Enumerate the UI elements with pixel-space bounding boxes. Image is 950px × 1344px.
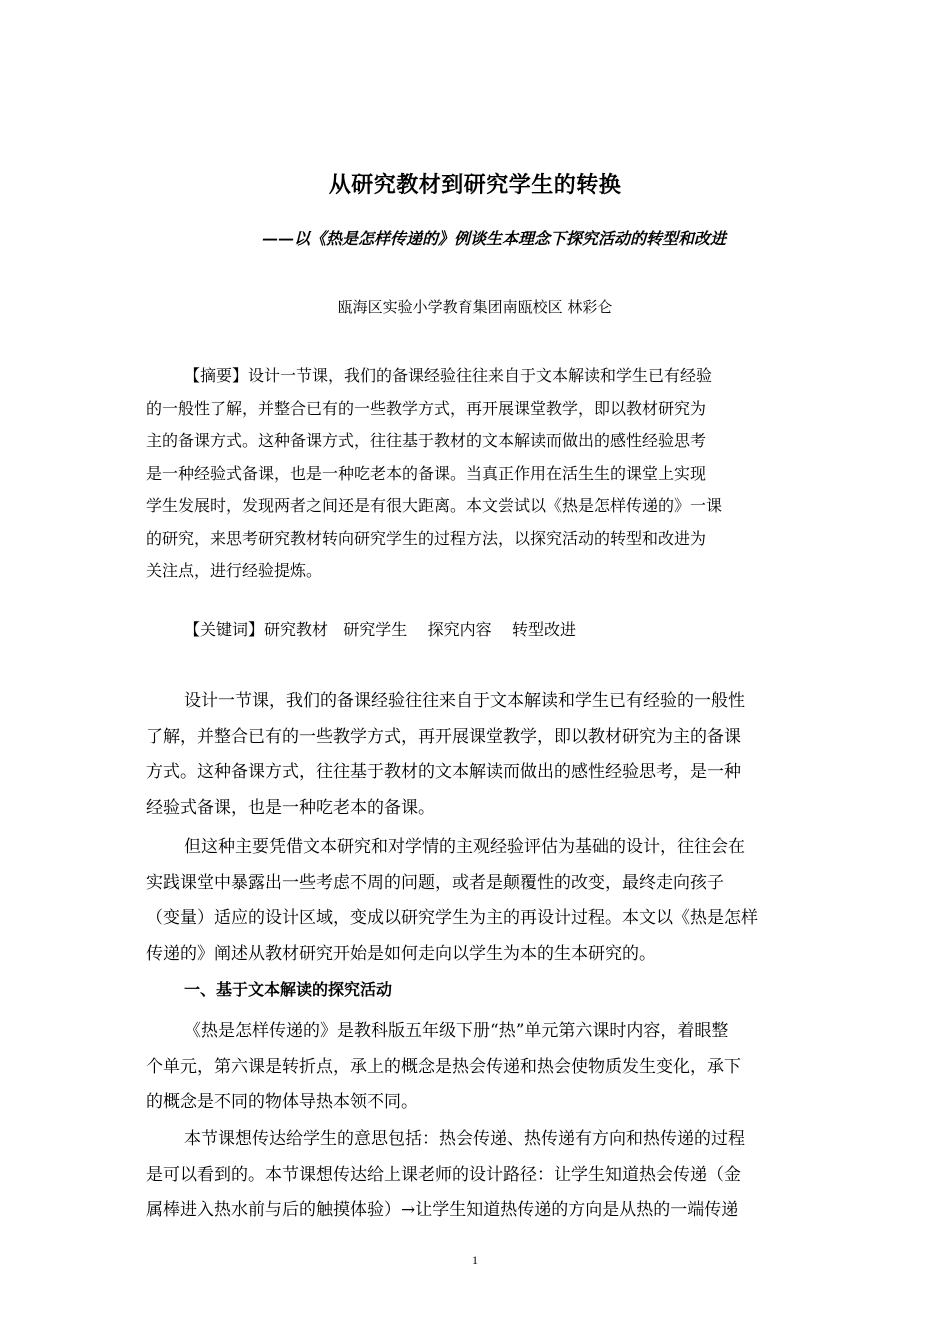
page-title: 从研究教材到研究学生的转换	[328, 172, 622, 198]
paragraph-line: 实践课堂中暴露出一些考虑不周的问题，或者是颠覆性的改变，最终走向孩子	[146, 872, 724, 893]
paragraph-line: 个单元，第六课是转折点，承上的概念是热会传递和热会使物质发生变化，承下	[146, 1056, 741, 1077]
abstract-line: 关注点，进行经验提炼。	[146, 561, 323, 580]
paragraph-line: 但这种主要凭借文本研究和对学情的主观经验评估为基础的设计，往往会在	[184, 837, 745, 857]
paragraph-line: 属棒进入热水前与后的触摸体验）→让学生知道热传递的方向是从热的一端传递	[146, 1200, 739, 1220]
author-line: 瓯海区实验小学教育集团南瓯校区 林彩仑	[337, 298, 613, 316]
abstract-line: 【摘要】设计一节课，我们的备课经验往往来自于文本解读和学生已有经验	[184, 366, 713, 385]
abstract-line: 的一般性了解，并整合已有的一些教学方式，再开展课堂教学，即以教材研究为	[146, 398, 707, 418]
paragraph-line: 经验式备课，也是一种吃老本的备课。	[146, 797, 435, 818]
paragraph-line: 本节课想传达给学生的意思包括：热会传递、热传递有方向和热传递的过程	[184, 1129, 745, 1149]
paragraph-line: 方式。这种备课方式，往往基于教材的文本解读而做出的感性经验思考，是一种	[146, 762, 741, 782]
paragraph-line: 传递的》阐述从教材研究开始是如何走向以学生为本的生本研究的。	[146, 943, 656, 964]
body-paragraph-1	[146, 684, 808, 826]
paragraph-line: （变量）适应的设计区域，变成以研究学生为主的再设计过程。本文以《热是怎样	[146, 908, 758, 928]
abstract-line: 主的备课方式。这种备课方式，往往基于教材的文本解读而做出的感性经验思考	[146, 431, 707, 450]
section-heading: 一、基于文本解读的探究活动	[184, 980, 393, 999]
paragraph-line: 设计一节课，我们的备课经验往往来自于文本解读和学生已有经验的一般性	[184, 691, 745, 711]
keywords: 【关键词】研究教材 研究学生 探究内容 转型改进	[184, 620, 576, 639]
page-number: 1	[472, 1253, 478, 1267]
body-paragraph-4	[146, 1122, 808, 1229]
body-paragraph-3	[146, 1014, 808, 1121]
body-paragraph-2	[146, 830, 808, 972]
paragraph-line: 了解，并整合已有的一些教学方式，再开展课堂教学，即以教材研究为主的备课	[146, 726, 741, 747]
page-subtitle: ——以《热是怎样传递的》例谈生本理念下探究活动的转型和改进	[262, 229, 727, 248]
abstract-line: 是一种经验式备课，也是一种吃老本的备课。当真正作用在活生生的课堂上实现	[146, 463, 707, 483]
paragraph-line: 的概念是不同的物体导热本领不同。	[146, 1092, 418, 1112]
abstract-line: 的研究，来思考研究教材转向研究学生的过程方法，以探究活动的转型和改进为	[146, 528, 707, 548]
paragraph-line: 《热是怎样传递的》是教科版五年级下册“热”单元第六课时内容，着眼整	[184, 1021, 729, 1041]
abstract	[146, 360, 808, 588]
paragraph-line: 是可以看到的。本节课想传达给上课老师的设计路径：让学生知道热会传递（金	[146, 1164, 741, 1185]
abstract-line: 学生发展时，发现两者之间还是有很大距离。本文尝试以《热是怎样传递的》一课	[146, 496, 723, 515]
